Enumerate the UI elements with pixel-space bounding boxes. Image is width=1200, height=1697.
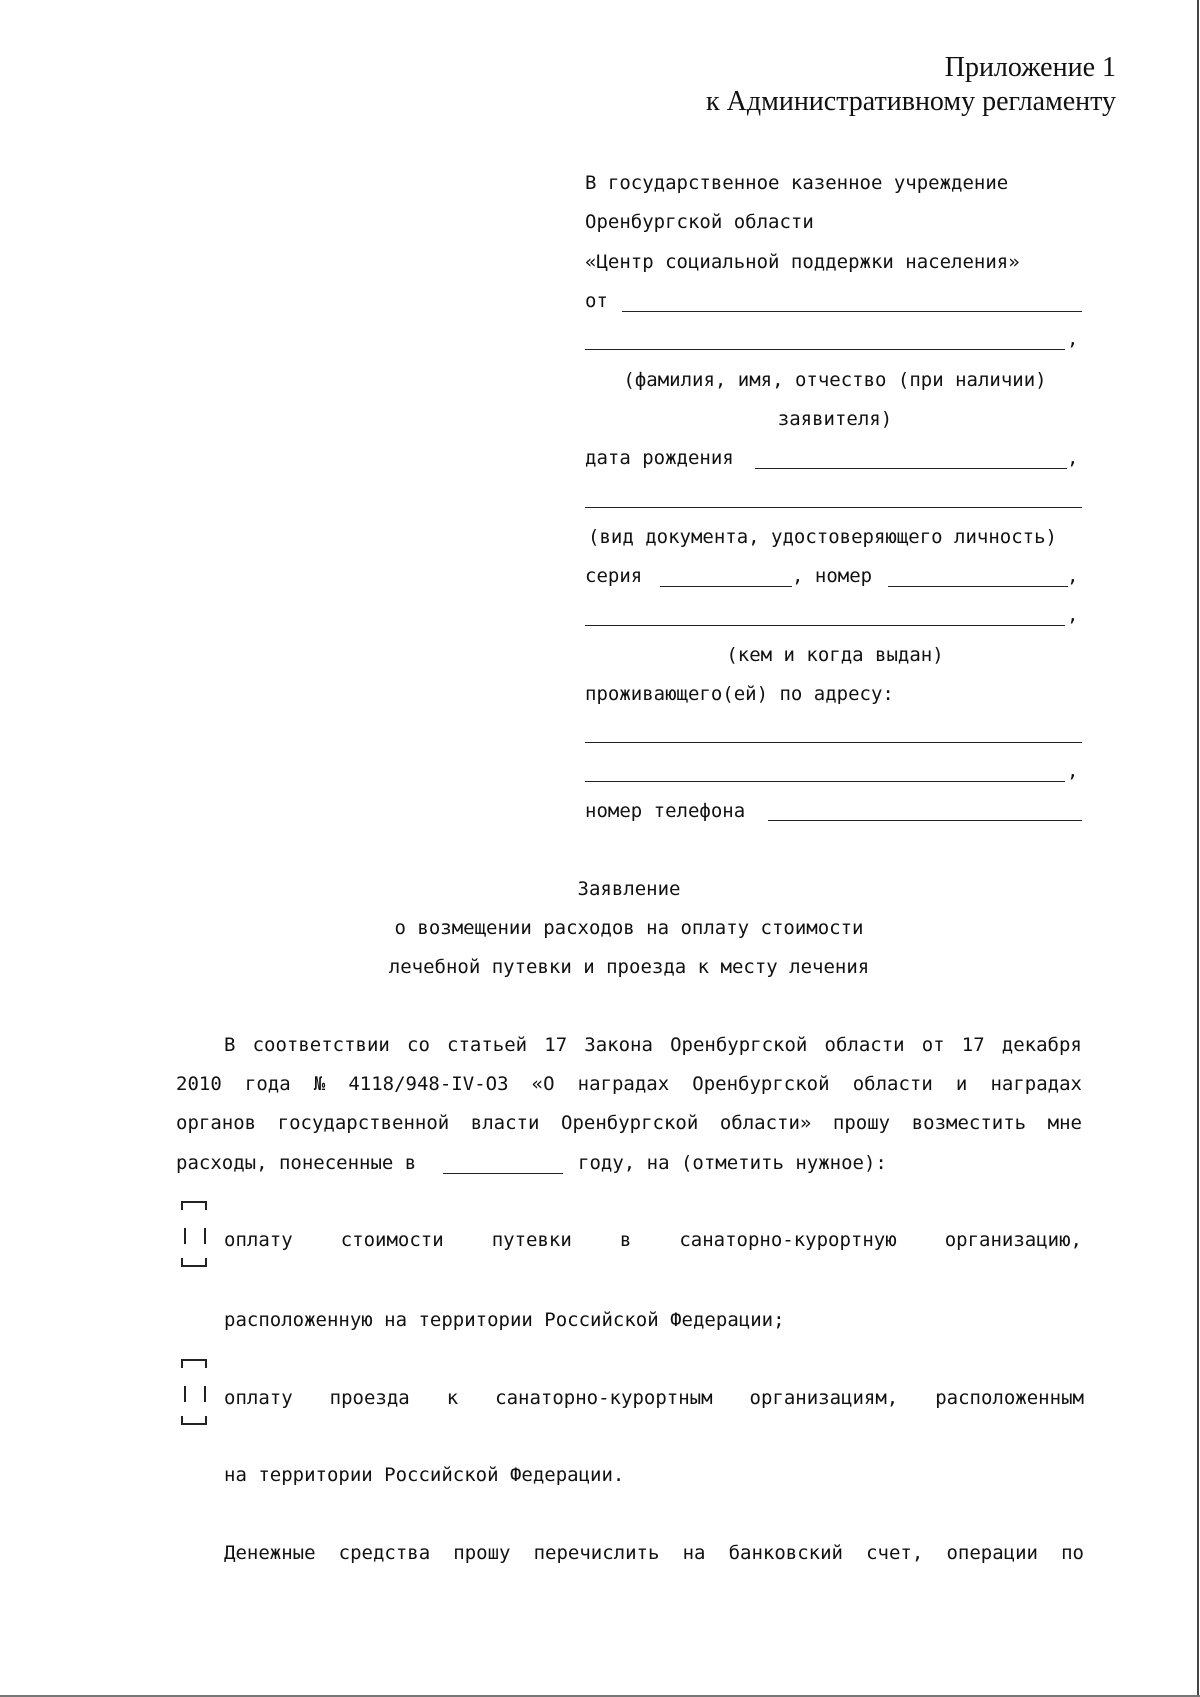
- word: статьей: [447, 1034, 528, 1056]
- series-field[interactable]: [660, 586, 792, 587]
- word: со: [407, 1034, 430, 1056]
- word: области: [824, 1034, 905, 1056]
- word: путевки: [491, 1229, 572, 1251]
- address-field-2[interactable]: [585, 781, 1065, 782]
- comma: ,: [1067, 328, 1079, 350]
- word: от: [921, 1034, 945, 1056]
- appendix-number: Приложение 1: [944, 52, 1116, 83]
- word: «О: [531, 1073, 555, 1095]
- word: к: [446, 1387, 459, 1409]
- word: и: [955, 1073, 968, 1095]
- word: государственной: [277, 1112, 450, 1134]
- word: 17: [961, 1034, 985, 1056]
- scan-edge-right: [1197, 0, 1199, 1697]
- option-travel-text: [224, 1386, 1084, 1410]
- fio-hint: (фамилия, имя, отчество (при наличии): [623, 369, 1047, 391]
- address-label: проживающего(ей) по адресу:: [585, 683, 894, 705]
- option-voucher-text-cont: расположенную на территории Российской Федерации;: [224, 1309, 785, 1331]
- word: операции: [946, 1542, 1038, 1564]
- word: Оренбургской: [692, 1073, 830, 1095]
- word: соответствии: [252, 1034, 390, 1056]
- document-subtitle-1: о возмещении расходов на оплату стоимости: [394, 917, 864, 939]
- comma: ,: [1067, 565, 1079, 587]
- word: 2010: [176, 1073, 222, 1095]
- paragraph-1-line-2: [176, 1072, 1082, 1096]
- word: Закона: [584, 1034, 653, 1056]
- word: оплату: [224, 1387, 293, 1409]
- word: прошу: [453, 1542, 511, 1564]
- word: №: [313, 1073, 326, 1095]
- word: наградах: [990, 1073, 1082, 1095]
- paragraph-2-line-1: [224, 1541, 1084, 1565]
- word: проезда: [329, 1387, 410, 1409]
- issued-by-hint: (кем и когда выдан): [726, 644, 944, 666]
- addressee-line-1: В государственное казенное учреждение: [585, 172, 1009, 194]
- word: в: [619, 1229, 632, 1251]
- applicant-name-field-1[interactable]: [622, 311, 1082, 312]
- identity-document-hint: (вид документа, удостоверяющего личность): [588, 526, 1057, 548]
- birth-date-label: дата рождения: [585, 447, 734, 469]
- word: наградах: [577, 1073, 670, 1095]
- word: организацию,: [944, 1229, 1082, 1251]
- word: 17: [544, 1034, 568, 1056]
- word: органов: [176, 1112, 257, 1134]
- option-voucher-text: [224, 1228, 1082, 1252]
- paragraph-1-line-4a: расходы, понесенные в: [176, 1152, 417, 1174]
- word: по: [1061, 1542, 1084, 1564]
- issued-by-field[interactable]: [585, 625, 1065, 626]
- birth-date-field[interactable]: [755, 468, 1067, 469]
- from-label: от: [585, 290, 608, 312]
- word: мне: [1047, 1112, 1082, 1134]
- option-voucher-checkbox[interactable]: [180, 1200, 210, 1268]
- phone-field[interactable]: [768, 820, 1082, 821]
- document-subtitle-2: лечебной путевки и проезда к месту лечения: [388, 956, 870, 978]
- word: Оренбургской: [561, 1112, 699, 1134]
- word: оплату: [224, 1229, 293, 1251]
- word: на: [682, 1542, 706, 1564]
- word: банковский: [728, 1542, 843, 1564]
- addressee-line-2: Оренбургской области: [585, 211, 814, 233]
- year-field[interactable]: [443, 1173, 563, 1174]
- address-field-1[interactable]: [585, 742, 1082, 743]
- word: прошу: [832, 1112, 891, 1134]
- word: года: [244, 1073, 291, 1095]
- checkbox-bracket-icon: [180, 1358, 210, 1426]
- word: Денежные: [224, 1542, 316, 1564]
- number-label: , номер: [792, 565, 873, 587]
- word: санаторно-курортным: [495, 1387, 713, 1409]
- checkbox-bracket-icon: [180, 1200, 210, 1268]
- paragraph-1-line-3: [176, 1111, 1082, 1135]
- word: санаторно-курортную: [679, 1229, 897, 1251]
- comma: ,: [1067, 760, 1079, 782]
- applicant-name-field-2[interactable]: [585, 349, 1065, 350]
- series-label: серия: [585, 565, 643, 587]
- fio-hint-cont: заявителя): [777, 408, 893, 430]
- word: области: [852, 1073, 933, 1095]
- paragraph-1-line-4b: году, на (отметить нужное):: [578, 1152, 887, 1174]
- word: В: [224, 1034, 236, 1056]
- word: организациям,: [749, 1387, 899, 1409]
- word: стоимости: [340, 1229, 444, 1251]
- word: Оренбургской: [670, 1034, 808, 1056]
- addressee-line-3: «Центр социальной поддержки населения»: [585, 251, 1020, 273]
- document-title: Заявление: [577, 878, 681, 900]
- word: власти: [470, 1112, 540, 1134]
- comma: ,: [1067, 447, 1079, 469]
- word: области»: [719, 1112, 812, 1134]
- word: 4118/948-IV-ОЗ: [348, 1073, 509, 1095]
- word: возместить: [911, 1112, 1027, 1134]
- paragraph-1-line-1: [224, 1033, 1082, 1057]
- word: перечислить: [533, 1542, 660, 1564]
- number-field[interactable]: [888, 586, 1068, 587]
- phone-label: номер телефона: [585, 800, 746, 822]
- option-travel-checkbox[interactable]: [180, 1358, 210, 1426]
- word: декабря: [1001, 1034, 1082, 1056]
- identity-document-field[interactable]: [585, 507, 1082, 508]
- comma: ,: [1067, 604, 1079, 626]
- option-travel-text-cont: на территории Российской Федерации.: [224, 1464, 625, 1486]
- word: расположенным: [935, 1387, 1084, 1409]
- word: средства: [338, 1542, 431, 1564]
- appendix-reference: к Административному регламенту: [706, 86, 1116, 117]
- word: счет,: [866, 1542, 924, 1564]
